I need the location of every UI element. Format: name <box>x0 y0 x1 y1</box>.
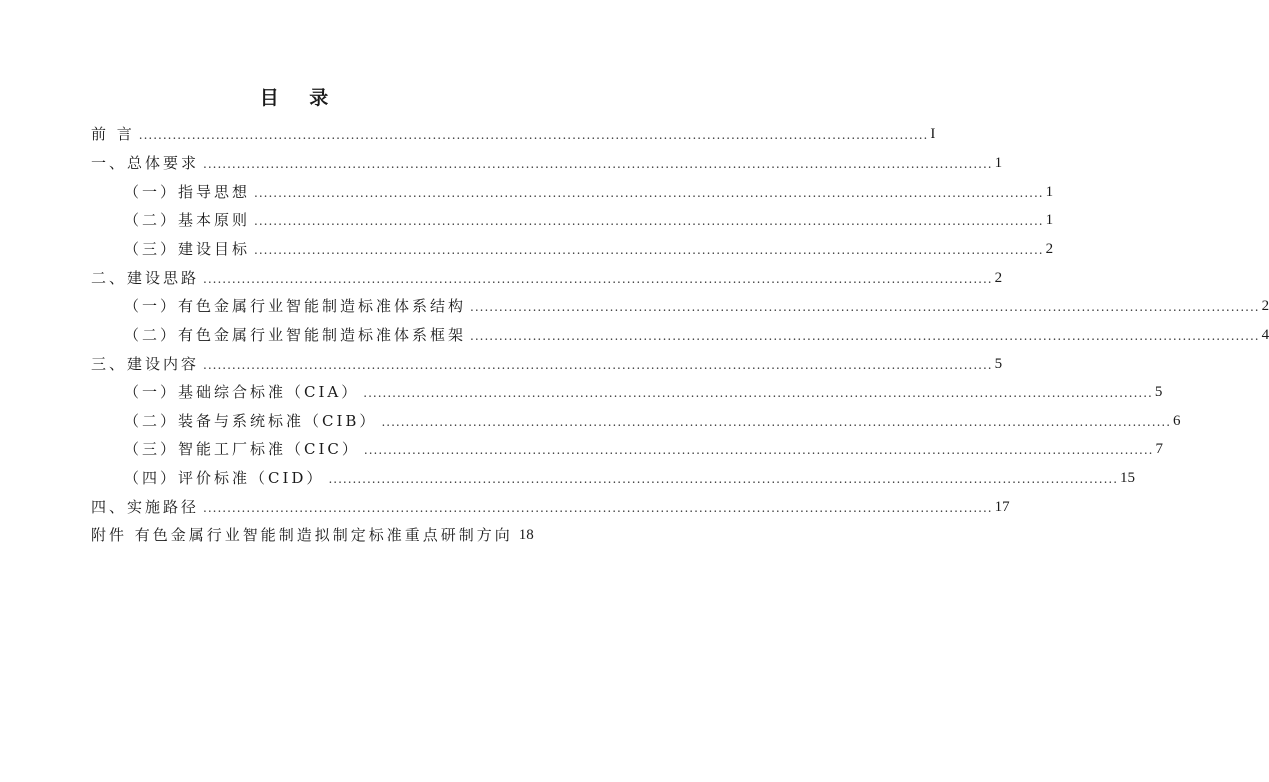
toc-entry-label: 三、建设内容 <box>91 355 200 373</box>
toc-entry-page: 2 <box>1045 241 1054 257</box>
toc-entry-page: 1 <box>994 155 1003 171</box>
toc-entry-page: 18 <box>518 527 534 543</box>
toc-entry-label: （二）基本原则 <box>124 211 251 229</box>
toc-entry-page: 2 <box>1261 298 1269 314</box>
toc-entry-page: 7 <box>1155 441 1163 457</box>
toc-entry-label: （一）指导思想 <box>124 183 251 201</box>
toc-entry-page: 2 <box>994 270 1003 286</box>
toc-entry-page: 5 <box>1154 384 1163 400</box>
dot-leader: .................................................................................................................................................................... <box>470 329 1260 343</box>
dot-leader: .................................................................................................................................................................... <box>254 214 1044 228</box>
toc-entry-label: 一、总体要求 <box>91 154 200 172</box>
toc-entry-label: （三）建设目标 <box>124 240 251 258</box>
toc-entry-section-3[interactable] <box>91 350 1003 374</box>
dot-leader: .................................................................................................................................................................... <box>138 128 929 142</box>
toc-entry-label: 四、实施路径 <box>91 498 200 516</box>
toc-entry-section-4[interactable] <box>91 493 1010 517</box>
dot-leader: .................................................................................................................................................................... <box>328 472 1119 486</box>
toc-entry-page: 1 <box>1045 212 1054 228</box>
toc-entry-page: 6 <box>1173 413 1181 429</box>
toc-entry-label: （三）智能工厂标准（CIC） <box>124 440 360 458</box>
dot-leader: .................................................................................................................................................................... <box>254 243 1044 257</box>
dot-leader: .................................................................................................................................................................... <box>470 300 1260 314</box>
toc-entry-section-1-3[interactable] <box>124 235 1054 259</box>
toc-entry-page: 17 <box>994 499 1010 515</box>
toc-entry-label: （二）装备与系统标准（CIB） <box>124 412 378 430</box>
dot-leader: .................................................................................................................................................................... <box>363 443 1154 457</box>
toc-entry-page: 4 <box>1261 327 1269 343</box>
toc-entry-label: 前 言 <box>91 125 135 143</box>
dot-leader: .................................................................................................................................................................... <box>203 157 993 171</box>
page-title: 目 录 <box>259 87 341 109</box>
toc-entry-section-1-1[interactable] <box>124 178 1054 202</box>
toc-entry-page: 5 <box>994 356 1003 372</box>
toc-entry-page: 15 <box>1120 470 1136 486</box>
toc-entry-section-2-2[interactable] <box>124 321 1269 345</box>
toc-entry-label: （四）评价标准（CID） <box>124 469 325 487</box>
dot-leader: .................................................................................................................................................................... <box>363 386 1153 400</box>
toc-entry-section-2-1[interactable] <box>124 292 1269 316</box>
toc-entry-label: 二、建设思路 <box>91 269 200 287</box>
toc-entry-section-1-2[interactable] <box>124 206 1054 230</box>
toc-entry-appendix[interactable] <box>91 521 534 545</box>
dot-leader: .................................................................................................................................................................... <box>203 501 993 515</box>
toc-entry-label: 附件 有色金属行业智能制造拟制定标准重点研制方向 <box>91 526 513 544</box>
dot-leader: .................................................................................................................................................................... <box>254 186 1044 200</box>
dot-leader: .................................................................................................................................................................... <box>203 358 993 372</box>
toc-entry-section-3-2[interactable] <box>124 407 1181 431</box>
toc-entry-section-2[interactable] <box>91 264 1003 288</box>
toc-entry-preface[interactable] <box>91 120 936 144</box>
toc-entry-section-3-3[interactable] <box>124 435 1163 459</box>
toc-entry-page: 1 <box>1045 184 1054 200</box>
toc-entry-label: （二）有色金属行业智能制造标准体系框架 <box>124 326 467 344</box>
dot-leader: .................................................................................................................................................................... <box>381 415 1172 429</box>
toc-entry-section-1[interactable] <box>91 149 1003 173</box>
toc-entry-section-3-1[interactable] <box>124 378 1163 402</box>
toc-entry-section-3-4[interactable] <box>124 464 1136 488</box>
dot-leader: .................................................................................................................................................................... <box>203 272 993 286</box>
toc-entry-label: （一）基础综合标准（CIA） <box>124 383 360 401</box>
toc-entry-label: （一）有色金属行业智能制造标准体系结构 <box>124 297 467 315</box>
toc-entry-page: I <box>930 126 936 142</box>
